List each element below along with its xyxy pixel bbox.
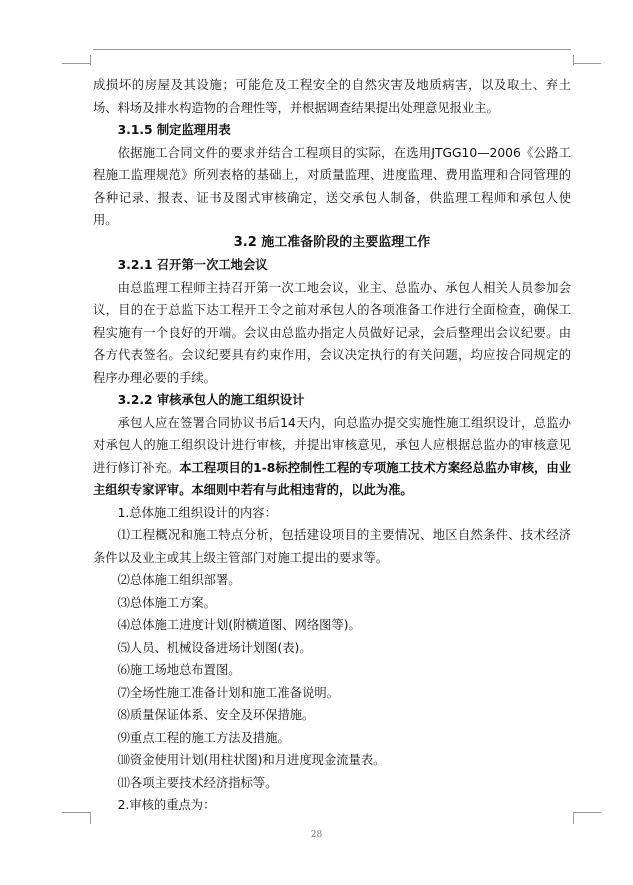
list-item-text: ⑾各项主要技术经济指标等。: [117, 775, 278, 790]
list-item-text: ⑺全场性施工准备计划和施工准备说明。: [117, 685, 339, 700]
list-item-text: ⑵总体施工组织部署。: [117, 573, 241, 587]
emphasis-text: 本工程项目的1-8标控制性工程的专项施工技术方案经总监办审核，由业主组织专家评审。本细则中若有与此相违背的，以此为准。: [93, 460, 571, 497]
paragraph-text: 依据施工合同文件的要求并结合工程项目的实际，在选用JTGG10—2006《公路工程施工监理规范》所列表格的基础上，对质量监理、进度监理、费用监理和合同管理的各种记录、报表、证书及图式审核确定，送交承包人制备，供监理工程师和承包人使用。: [93, 145, 571, 227]
section-heading: [93, 232, 571, 255]
corner-mark-top-right-v: [573, 55, 574, 65]
list-item-text: ⑼重点工程的施工方法及措施。: [117, 730, 290, 745]
section-heading-text: 3.2 施工准备阶段的主要监理工作: [233, 234, 431, 250]
corner-mark-bottom-right: [573, 812, 601, 813]
list-item: [93, 704, 571, 727]
list-item: [93, 614, 571, 637]
paragraph: [93, 412, 571, 502]
corner-mark-bottom-left: [62, 812, 90, 813]
document-body: [93, 74, 571, 817]
paragraph-text: 由总监理工程师主持召开第一次工地会议，业主、总监办、承包人相关人员参加会议，目的在于总监下达工程开工令之前对承包人的各项准备工作进行全面检查，确保工程实施有一个良好的开端。会议由总监办指定人员做好记录，会后整理出会议纪要。由各方代表签名。会议纪要具有约束作用，会议决定执行的有关问题，均应按合同规定的程序办理必要的手续。: [93, 280, 571, 385]
paragraph: [93, 74, 571, 119]
subsection-heading: [93, 119, 571, 142]
paragraph-text: 承包人应在签署合同协议书后14天内，向总监办提交实施性施工组织设计，总监办对承包人的施工组织设计进行审核，并提出审核意见，承包人应根据总监办的审核意见进行修订补充。: [93, 415, 571, 475]
list-item-text: ⑶总体施工方案。: [117, 595, 216, 610]
corner-mark-bottom-right-v: [573, 812, 574, 824]
list-item-text: ⑷总体施工进度计划(附横道图、网络图等)。: [117, 618, 361, 632]
paragraph-text: 成损坏的房屋及其设施；可能危及工程安全的自然灾害及地质病害，以及取土、弃土场、料场及排水构造物的合理性等，并根据调查结果提出处理意见报业主。: [93, 78, 571, 115]
list-item-text: 1.总体施工组织设计的内容：: [117, 505, 277, 520]
corner-mark-bottom-left-v: [90, 812, 91, 824]
list-item: [93, 524, 571, 569]
list-item-text: 2.审核的重点为：: [117, 798, 216, 812]
corner-mark-top-right: [573, 63, 601, 64]
paragraph: [93, 142, 571, 232]
list-item-text: ⑻质量保证体系、安全及环保措施。: [117, 708, 315, 722]
subsection-heading-text: 3.2.1 召开第一次工地会议: [117, 258, 268, 272]
list-item: [93, 592, 571, 615]
header-rule: [93, 49, 571, 50]
corner-mark-top-left-v: [90, 55, 91, 65]
list-item-text: ⑴工程概况和施工特点分析，包括建设项目的主要情况、地区自然条件、技术经济条件以及业主或其上级主管部门对施工提出的要求等。: [93, 528, 571, 565]
list-item-text: ⑽资金使用计划(用柱状图)和月进度现金流量表。: [117, 753, 386, 767]
paragraph: [93, 277, 571, 390]
corner-mark-top-left: [62, 63, 90, 64]
subsection-heading-text: 3.1.5 制定监理用表: [117, 123, 231, 137]
list-item: [93, 727, 571, 750]
list-item: [93, 659, 571, 682]
list-item: [93, 569, 571, 592]
list-item: [93, 682, 571, 705]
page-number: 28: [310, 830, 323, 840]
list-item: [93, 637, 571, 660]
list-item: [93, 794, 571, 817]
list-item: [93, 772, 571, 795]
subsection-heading: [93, 254, 571, 277]
subsection-heading: [93, 389, 571, 412]
list-item: [93, 502, 571, 525]
list-item: [93, 749, 571, 772]
list-item-text: ⑹施工场地总布置图。: [117, 663, 241, 677]
list-item-text: ⑸人员、机械设备进场计划图(表)。: [117, 640, 312, 655]
subsection-heading-text: 3.2.2 审核承包人的施工组织设计: [117, 393, 305, 407]
